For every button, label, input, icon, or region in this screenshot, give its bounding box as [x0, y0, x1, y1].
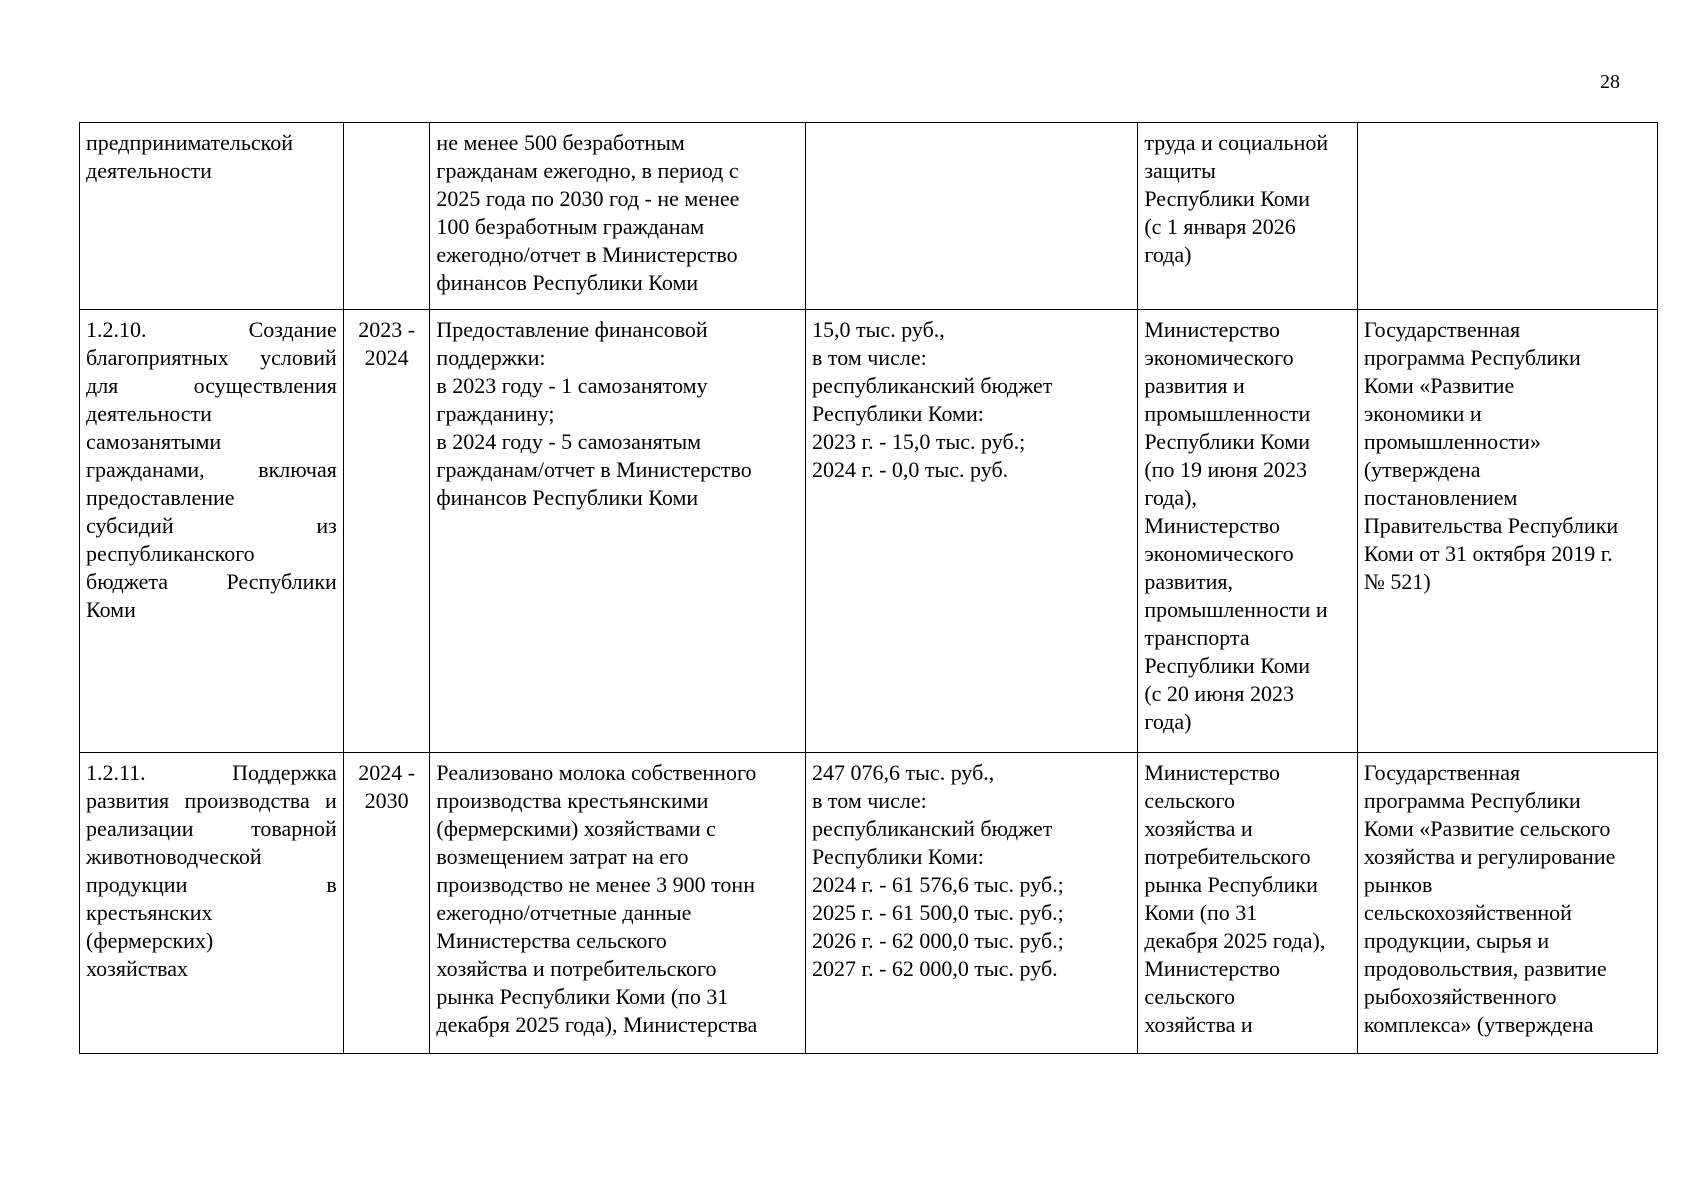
- cell-text-line: в 2023 году - 1 самозанятому: [436, 373, 708, 398]
- cell-text-line: предоставление: [86, 485, 235, 510]
- cell-text-line: Коми «Развитие сельского: [1363, 816, 1611, 841]
- period-cell: [343, 753, 430, 1054]
- cell-text-line: рыбохозяйственного: [1363, 984, 1557, 1009]
- cell-text-line: защиты: [1144, 158, 1216, 183]
- program-reference-cell: [1357, 753, 1657, 1054]
- cell-text-line: хозяйства и: [1144, 1012, 1253, 1037]
- cell-text-line: Республики Коми: [1144, 429, 1311, 454]
- cell-text-line: Министерство: [1144, 513, 1280, 538]
- cell-text-line: производство не менее 3 900 тонн: [436, 872, 755, 897]
- table-row: [80, 310, 1658, 753]
- cell-text-line: 2024: [364, 345, 409, 370]
- cell-text-line: труда и социальной: [1144, 130, 1329, 155]
- cell-text-line: экономического: [1144, 345, 1294, 370]
- cell-text-line: хозяйства и потребительского: [436, 956, 717, 981]
- cell-text-line: (утверждена: [1363, 457, 1481, 482]
- cell-text-line: гражданину;: [436, 401, 555, 426]
- cell-text-line: года): [1144, 242, 1192, 267]
- page-number: 28: [1600, 71, 1620, 93]
- cell-text-line: (с 20 июня 2023: [1144, 681, 1295, 706]
- cell-text-line: 100 безработным гражданам: [436, 214, 705, 239]
- cell-text-line: 2030: [364, 788, 409, 813]
- funding-cell: [806, 310, 1138, 753]
- cell-text-line: гражданами, включая: [86, 457, 337, 482]
- cell-text-line: не менее 500 безработным: [436, 130, 685, 155]
- cell-text-line: крестьянских: [86, 900, 213, 925]
- cell-text-line: Республики Коми: [1144, 186, 1311, 211]
- responsible-cell: [1138, 753, 1358, 1054]
- cell-text-line: производства крестьянскими: [436, 788, 709, 813]
- cell-text-line: комплекса» (утверждена: [1363, 1012, 1594, 1037]
- cell-text-line: № 521): [1363, 569, 1431, 594]
- cell-text-line: гражданам/отчет в Министерство: [436, 457, 752, 482]
- cell-text-line: года),: [1144, 485, 1197, 510]
- cell-text-line: продукции в: [86, 872, 337, 897]
- table-row: [80, 753, 1658, 1054]
- cell-text-line: Коми: [86, 597, 136, 622]
- cell-text-line: продовольствия, развитие: [1363, 956, 1607, 981]
- cell-text-line: программа Республики: [1363, 788, 1581, 813]
- cell-text-line: бюджета Республики: [86, 569, 337, 594]
- cell-text-line: 2027 г. - 62 000,0 тыс. руб.: [812, 956, 1058, 981]
- cell-text-line: финансов Республики Коми: [436, 485, 699, 510]
- cell-text-line: хозяйствах: [86, 956, 188, 981]
- cell-text-line: рынка Республики: [1144, 872, 1318, 897]
- cell-text-line: развития и: [1144, 373, 1245, 398]
- responsible-cell: [1138, 310, 1358, 753]
- cell-text-line: 15,0 тыс. руб.,: [812, 317, 945, 342]
- cell-text-line: Государственная: [1363, 760, 1521, 785]
- cell-text-line: республиканский бюджет: [812, 373, 1053, 398]
- cell-text-line: хозяйства и регулирование: [1363, 844, 1616, 869]
- cell-text-line: Республики Коми:: [812, 844, 984, 869]
- cell-text-line: Министерства сельского: [436, 928, 667, 953]
- cell-text-line: республиканского: [86, 541, 255, 566]
- cell-text-line: Республики Коми: [1144, 653, 1311, 678]
- cell-text-line: (фермерских): [86, 928, 214, 953]
- cell-text-line: субсидий из: [86, 513, 337, 538]
- cell-text-line: Государственная: [1363, 317, 1521, 342]
- responsible-cell: [1138, 123, 1358, 310]
- cell-text-line: 1.2.10. Создание: [86, 317, 337, 342]
- cell-text-line: реализации товарной: [86, 816, 337, 841]
- cell-text-line: 2023 -: [358, 317, 416, 342]
- cell-text-line: сельскохозяйственной: [1363, 900, 1572, 925]
- cell-text-line: сельского: [1144, 984, 1235, 1009]
- table-row: [80, 123, 1658, 310]
- indicator-cell: [430, 123, 806, 310]
- cell-text-line: в том числе:: [812, 345, 927, 370]
- cell-text-line: Реализовано молока собственного: [436, 760, 757, 785]
- cell-text-line: (фермерскими) хозяйствами с: [436, 816, 716, 841]
- cell-text-line: экономики и: [1363, 401, 1482, 426]
- cell-text-line: сельского: [1144, 788, 1235, 813]
- cell-text-line: ежегодно/отчет в Министерство: [436, 242, 738, 267]
- cell-text-line: Министерство: [1144, 317, 1280, 342]
- measure-name-cell: [80, 753, 344, 1054]
- cell-text-line: развития производства и: [86, 788, 337, 813]
- cell-text-line: декабря 2025 года),: [1144, 928, 1326, 953]
- program-reference-cell: [1357, 123, 1657, 310]
- cell-text-line: для осуществления: [86, 373, 337, 398]
- cell-text-line: возмещением затрат на его: [436, 844, 689, 869]
- cell-text-line: (по 19 июня 2023: [1144, 457, 1308, 482]
- cell-text-line: деятельности: [86, 158, 212, 183]
- program-reference-cell: [1357, 310, 1657, 753]
- cell-text-line: животноводческой: [86, 844, 262, 869]
- cell-text-line: декабря 2025 года), Министерства: [436, 1012, 758, 1037]
- cell-text-line: промышленности: [1144, 401, 1311, 426]
- cell-text-line: Предоставление финансовой: [436, 317, 708, 342]
- cell-text-line: (с 1 января 2026: [1144, 214, 1296, 239]
- cell-text-line: 247 076,6 тыс. руб.,: [812, 760, 995, 785]
- measure-name-cell: [80, 310, 344, 753]
- cell-text-line: программа Республики: [1363, 345, 1581, 370]
- cell-text-line: постановлением: [1363, 485, 1518, 510]
- funding-cell: [806, 123, 1138, 310]
- indicator-cell: [430, 310, 806, 753]
- cell-text-line: рынков: [1363, 872, 1433, 897]
- cell-text-line: рынка Республики Коми (по 31: [436, 984, 729, 1009]
- cell-text-line: 2024 -: [358, 760, 416, 785]
- cell-text-line: продукции, сырья и: [1363, 928, 1550, 953]
- cell-text-line: республиканский бюджет: [812, 816, 1053, 841]
- cell-text-line: развития,: [1144, 569, 1233, 594]
- cell-text-line: финансов Республики Коми: [436, 270, 699, 295]
- cell-text-line: потребительского: [1144, 844, 1311, 869]
- cell-text-line: Коми (по 31: [1144, 900, 1258, 925]
- cell-text-line: 2025 года по 2030 год - не менее: [436, 186, 740, 211]
- cell-text-line: гражданам ежегодно, в период с: [436, 158, 739, 183]
- cell-text-line: благоприятных условий: [86, 345, 337, 370]
- cell-text-line: экономического: [1144, 541, 1294, 566]
- cell-text-line: Правительства Республики: [1363, 513, 1619, 538]
- period-cell: [343, 310, 430, 753]
- cell-text-line: предпринимательской: [86, 130, 294, 155]
- cell-text-line: в 2024 году - 5 самозанятым: [436, 429, 702, 454]
- cell-text-line: транспорта: [1144, 625, 1250, 650]
- cell-text-line: Министерство: [1144, 956, 1280, 981]
- cell-text-line: 2024 г. - 0,0 тыс. руб.: [812, 457, 1009, 482]
- cell-text-line: Коми от 31 октября 2019 г.: [1363, 541, 1613, 566]
- measure-name-cell: [80, 123, 344, 310]
- cell-text-line: ежегодно/отчетные данные: [436, 900, 692, 925]
- cell-text-line: хозяйства и: [1144, 816, 1253, 841]
- cell-text-line: деятельности: [86, 401, 212, 426]
- cell-text-line: Коми «Развитие: [1363, 373, 1515, 398]
- cell-text-line: в том числе:: [812, 788, 927, 813]
- cell-text-line: промышленности и: [1144, 597, 1328, 622]
- period-cell: [343, 123, 430, 310]
- cell-text-line: Республики Коми:: [812, 401, 984, 426]
- cell-text-line: промышленности»: [1363, 429, 1541, 454]
- funding-cell: [806, 753, 1138, 1054]
- cell-text-line: 1.2.11. Поддержка: [86, 760, 337, 785]
- cell-text-line: 2024 г. - 61 576,6 тыс. руб.;: [812, 872, 1064, 897]
- cell-text-line: самозанятыми: [86, 429, 222, 454]
- indicator-cell: [430, 753, 806, 1054]
- cell-text-line: 2026 г. - 62 000,0 тыс. руб.;: [812, 928, 1064, 953]
- program-measures-table: [79, 122, 1658, 1054]
- cell-text-line: 2025 г. - 61 500,0 тыс. руб.;: [812, 900, 1064, 925]
- cell-text-line: поддержки:: [436, 345, 546, 370]
- cell-text-line: 2023 г. - 15,0 тыс. руб.;: [812, 429, 1026, 454]
- cell-text-line: Министерство: [1144, 760, 1280, 785]
- cell-text-line: года): [1144, 709, 1192, 734]
